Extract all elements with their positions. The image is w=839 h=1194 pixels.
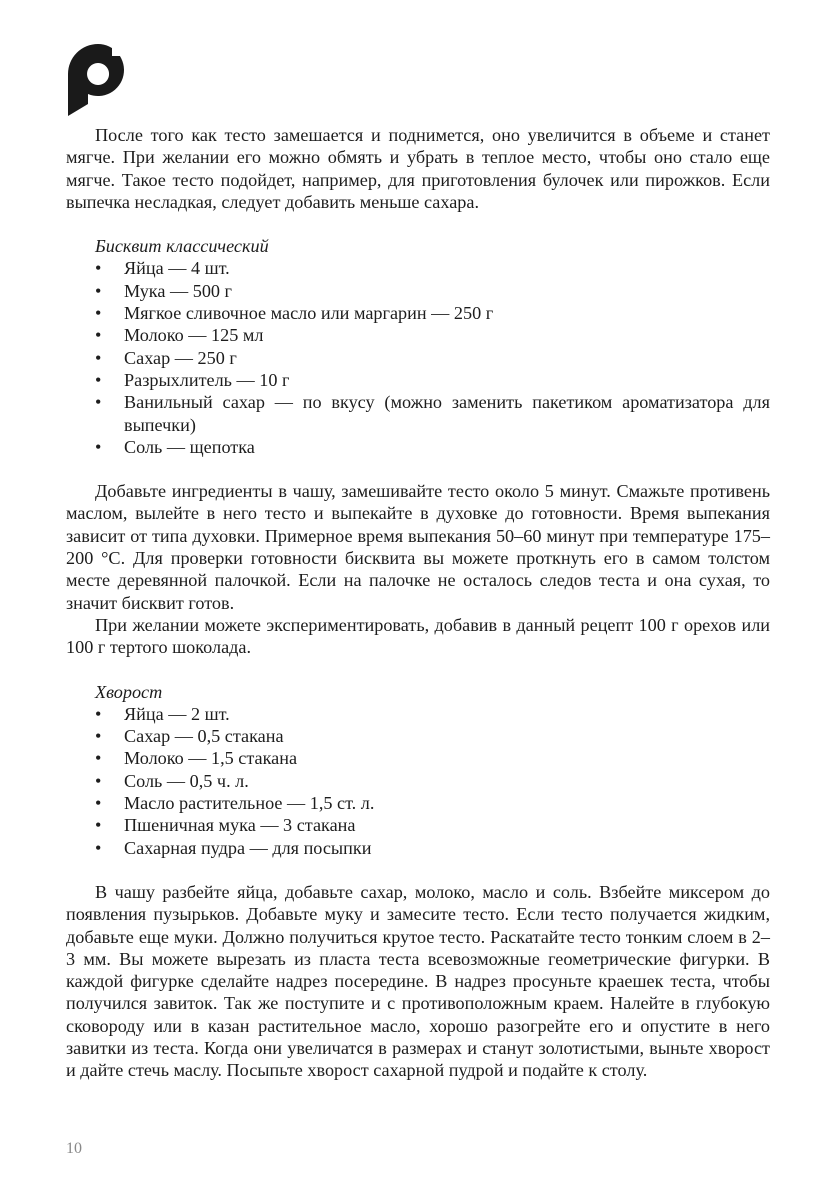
ingredient-item: • Пшеничная мука — 3 стакана [66, 814, 770, 836]
ingredient-item: • Ванильный сахар — по вкусу (можно заменить пакетиком ароматизатора для выпечки) [66, 391, 770, 436]
ingredient-list-khvorost [66, 703, 770, 859]
ingredient-item: • Молоко — 1,5 стакана [66, 747, 770, 769]
biscuit-instructions: Добавьте ингредиенты в чашу, замешивайте тесто около 5 минут. Смажьте противень маслом, вылейте в него тесто и выпекайте в духовке до готовности. Время выпекания зависит от типа духовки. Примерное время выпекания 50–60 минут при температуре 175–200 °C. Для проверки готовности бисквита вы можете проткнуть его в самом толстом месте деревянной палочкой. Если на палочке не осталось следов теста и она сухая, то значит бисквит готов. [66, 481, 770, 613]
ingredient-item: • Разрыхлитель — 10 г [66, 369, 770, 391]
ingredient-item: • Сахарная пудра — для посыпки [66, 837, 770, 859]
ingredient-list-biscuit [66, 257, 770, 458]
ingredient-item: • Сахар — 250 г [66, 347, 770, 369]
publisher-p-logo-icon [66, 42, 128, 116]
recipe-title-biscuit: Бисквит классический [95, 236, 269, 257]
ingredient-item: • Яйца — 4 шт. [66, 257, 770, 279]
page-content [66, 124, 770, 1082]
ingredient-item: • Масло растительное — 1,5 ст. л. [66, 792, 770, 814]
ingredient-item: • Сахар — 0,5 стакана [66, 725, 770, 747]
ingredient-item: • Яйца — 2 шт. [66, 703, 770, 725]
biscuit-variation: При желании можете экспериментировать, добавив в данный рецепт 100 г орехов или 100 г тертого шоколада. [66, 614, 770, 658]
ingredient-item: • Молоко — 125 мл [66, 324, 770, 346]
intro-paragraph: После того как тесто замешается и поднимется, оно увеличится в объеме и станет мягче. При желании его можно обмять и убрать в теплое место, чтобы оно стало еще мягче. Такое тесто подойдет, например, для приготовления булочек или пирожков. Если выпечка несладкая, следует добавить меньше сахара. [66, 125, 770, 212]
recipe-title-khvorost: Хворост [95, 681, 163, 702]
ingredient-item: • Соль — щепотка [66, 436, 770, 458]
page-number: 10 [66, 1140, 82, 1157]
ingredient-item: • Мягкое сливочное масло или маргарин — 250 г [66, 302, 770, 324]
ingredient-item: • Соль — 0,5 ч. л. [66, 770, 770, 792]
khvorost-instructions: В чашу разбейте яйца, добавьте сахар, молоко, масло и соль. Взбейте миксером до появления пузырьков. Добавьте муку и замесите тесто. Если тесто получается жидким, добавьте еще муки. Должно получиться крутое тесто. Раскатайте тесто тонким слоем в 2–3 мм. Вы можете вырезать из пласта теста всевозможные геометрические фигурки. В каждой фигурке сделайте надрез посередине. В надрез просуньте краешек теста, чтобы получился завиток. Так же поступите и с противоположным краем. Налейте в глубокую сковороду или в казан растительное масло, хорошо разогрейте его и опустите в него завитки из теста. Когда они увеличатся в размерах и станут золотистыми, выньте хворост и дайте стечь маслу. Посыпьте хворост сахарной пудрой и подайте к столу. [66, 881, 770, 1081]
ingredient-item: • Мука — 500 г [66, 280, 770, 302]
